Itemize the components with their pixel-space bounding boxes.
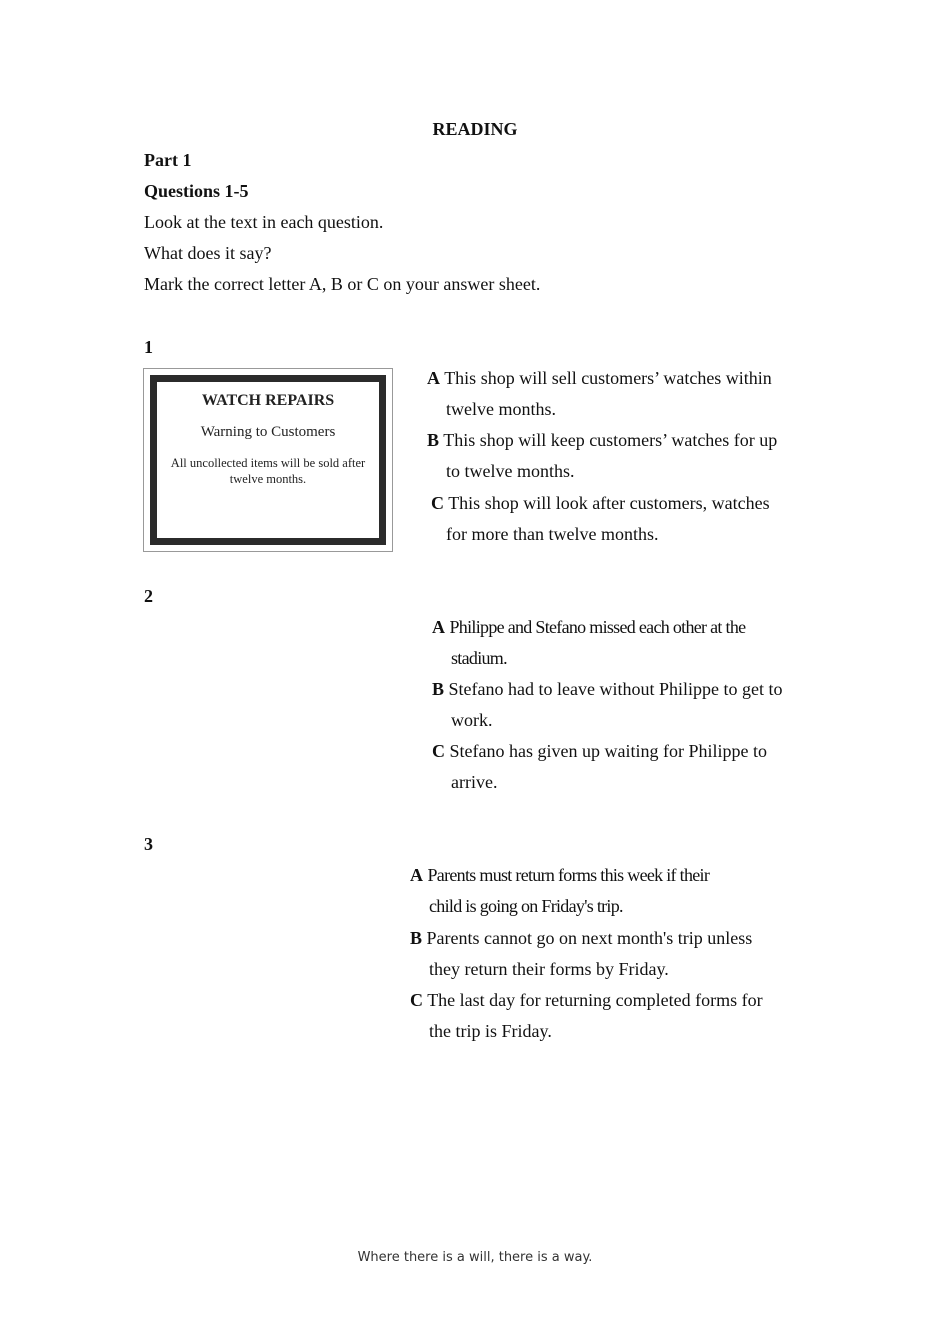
option-letter: A [432,617,445,637]
sign-border [150,375,386,545]
option-a-continued: twelve months. [446,399,556,419]
option-a [410,865,709,885]
sign-subtitle: Warning to Customers [200,424,336,440]
sign-title: WATCH REPAIRS [201,392,335,409]
option-text: Stefano had to leave without Philippe to get to [448,679,783,699]
option-a [427,368,772,388]
option-letter: B [427,430,440,450]
option-c [432,741,767,761]
option-a [432,617,745,637]
instruction-line: Mark the correct letter A, B or C on your answer sheet. [144,274,541,294]
option-b-continued: they return their forms by Friday. [429,959,669,979]
option-b-continued: work. [451,710,493,730]
option-b-continued: to twelve months. [446,461,575,481]
option-letter: A [427,368,440,388]
option-c-continued: arrive. [451,772,498,792]
option-b [432,679,782,699]
question-number: 3 [144,834,153,854]
option-text: Philippe and Stefano missed each other at the [449,617,746,637]
option-letter: A [410,865,423,885]
sign-text: All uncollected items will be sold after twelve months. [170,456,366,486]
option-letter: B [432,679,445,699]
option-text: Stefano has given up waiting for Philippe to [449,741,767,761]
questions-label: Questions 1-5 [144,181,249,201]
option-c-continued: the trip is Friday. [429,1021,552,1041]
option-text: The last day for returning completed forms for [427,990,763,1010]
option-a-continued: child is going on Friday's trip. [429,896,623,916]
page-title: READING [432,119,518,139]
question-number: 1 [144,337,153,357]
option-text: Parents must return forms this week if their [427,865,710,885]
option-text: This shop will look after customers, watches [448,493,770,513]
option-c [431,493,770,513]
option-text: This shop will keep customers’ watches for up [443,430,778,450]
option-b [427,430,777,450]
watch-repairs-sign [143,368,393,552]
page-footer: Where there is a will, there is a way. [357,1250,593,1265]
part-label: Part 1 [144,150,192,170]
option-a-continued: stadium. [451,648,507,668]
option-letter: B [410,928,423,948]
option-c [410,990,763,1010]
option-b [410,928,752,948]
question-number: 2 [144,586,153,606]
instruction-line: What does it say? [144,243,272,263]
option-c-continued: for more than twelve months. [446,524,659,544]
option-text: This shop will sell customers’ watches within [444,368,772,388]
option-letter: C [410,990,423,1010]
option-letter: C [431,493,444,513]
option-letter: C [432,741,445,761]
option-text: Parents cannot go on next month's trip unless [426,928,753,948]
instruction-line: Look at the text in each question. [144,212,384,232]
